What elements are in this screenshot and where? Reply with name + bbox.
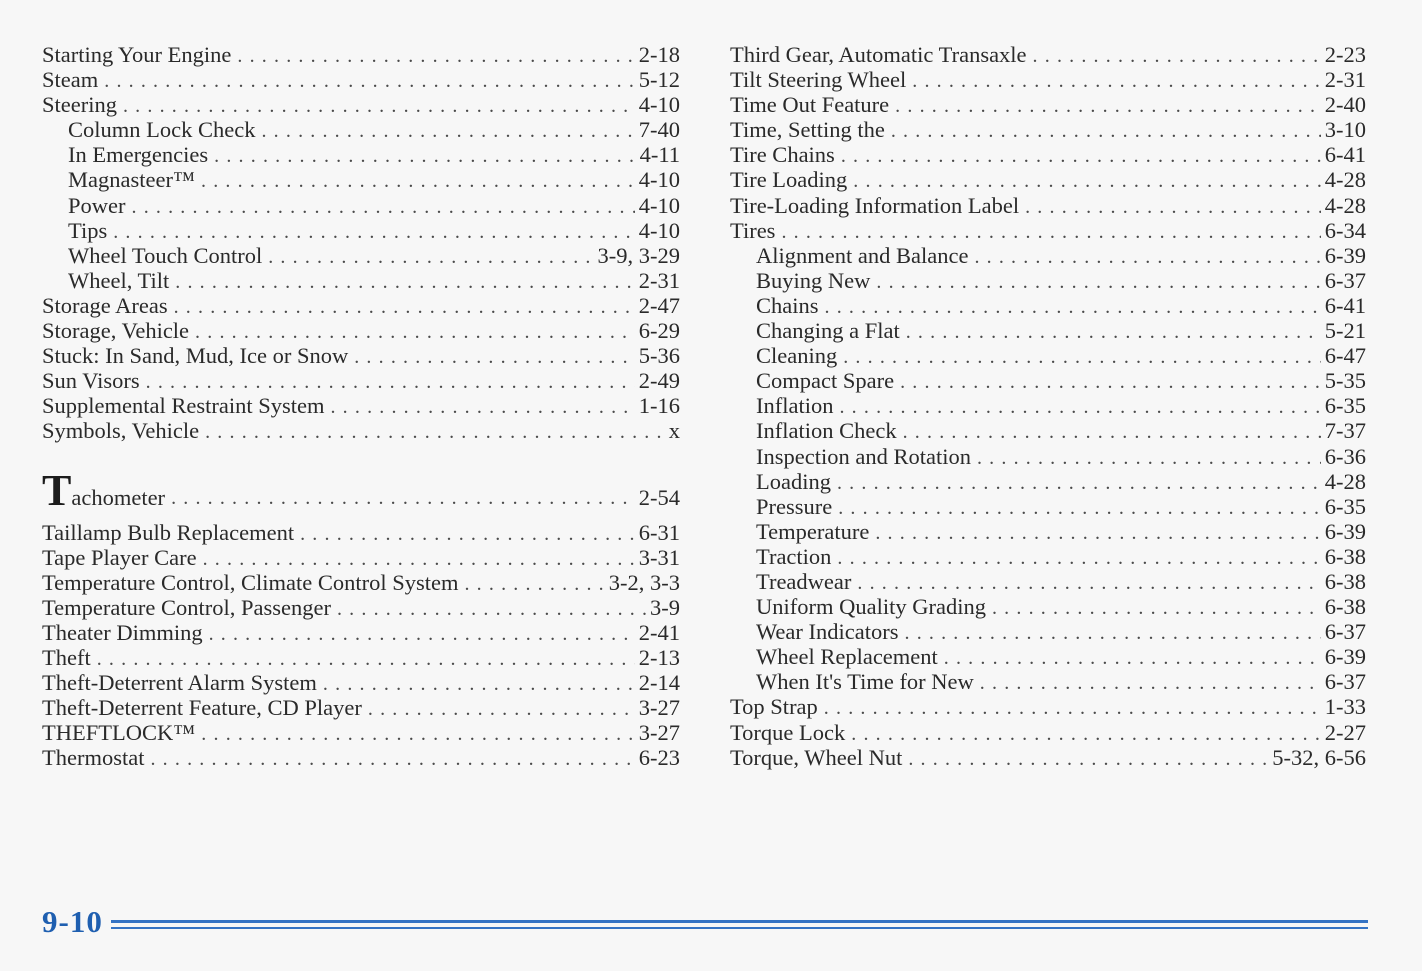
index-entry-label: Theft	[42, 644, 91, 670]
index-entry-label: Temperature Control, Passenger	[42, 594, 331, 620]
dot-leader	[368, 697, 635, 722]
index-entry-page: 6-39	[1324, 242, 1366, 268]
index-entry-label: Theft-Deterrent Feature, CD Player	[42, 695, 362, 721]
index-entry-label: Theft-Deterrent Alarm System	[42, 670, 317, 696]
index-entry-label: Tape Player Care	[42, 544, 197, 570]
index-entry-label: Magnasteer™	[68, 167, 196, 193]
index-entry-page: 3-9, 3-29	[597, 242, 680, 268]
index-entry	[42, 343, 680, 368]
index-entry	[730, 67, 1366, 92]
index-entry-page: 1-33	[1324, 694, 1366, 720]
index-entry-page: 5-35	[1324, 368, 1366, 394]
index-entry	[730, 167, 1366, 192]
dot-leader	[857, 571, 1320, 596]
dot-leader	[843, 345, 1321, 370]
index-entry-page: 4-28	[1324, 468, 1366, 494]
index-subentry	[730, 368, 1366, 393]
dot-leader	[837, 546, 1320, 571]
index-subentry	[42, 268, 680, 293]
index-entry-label: Tires	[730, 217, 776, 243]
dot-leader	[300, 522, 635, 547]
dot-leader	[261, 119, 634, 144]
index-entry	[730, 745, 1366, 770]
index-entry-label: Storage Areas	[42, 292, 168, 318]
index-subentry	[730, 644, 1366, 669]
index-entry	[730, 694, 1366, 719]
dot-leader	[201, 722, 634, 747]
index-entry-label: Tire Chains	[730, 142, 835, 168]
index-entry-label: Time, Setting the	[730, 117, 885, 143]
dot-leader	[944, 646, 1321, 671]
index-entry-page: 3-2, 3-3	[608, 569, 680, 595]
index-entry-page: 5-32, 6-56	[1272, 744, 1366, 770]
dot-leader	[104, 69, 635, 94]
index-entry-label: Torque Lock	[730, 719, 846, 745]
index-entry-page: 5-21	[1324, 318, 1366, 344]
index-entry-label: Taillamp Bulb Replacement	[42, 519, 295, 545]
index-entry-label: Tips	[68, 217, 108, 243]
index-entry-label: Buying New	[756, 267, 871, 293]
index-entry-label: Compact Spare	[756, 368, 895, 394]
index-column-left	[42, 42, 680, 770]
index-entry	[730, 142, 1366, 167]
index-entry-page: 2-40	[1324, 92, 1366, 118]
index-entry-page: 6-41	[1324, 142, 1366, 168]
index-entry-page: 6-38	[1324, 594, 1366, 620]
index-entry	[42, 620, 680, 645]
index-entry	[42, 520, 680, 545]
dot-leader	[974, 245, 1320, 270]
index-entry-page: 4-10	[638, 167, 680, 193]
index-entry	[42, 92, 680, 117]
index-entry-page: 6-34	[1324, 217, 1366, 243]
page-footer	[42, 902, 1368, 942]
dot-leader	[201, 169, 635, 194]
dot-leader	[113, 220, 635, 245]
index-entry-label: Power	[68, 192, 126, 218]
index-entry-page: 2-14	[638, 670, 680, 696]
index-group-t-continued	[730, 42, 1366, 770]
dot-leader	[900, 370, 1321, 395]
index-entry-label: Supplemental Restraint System	[42, 393, 325, 419]
index-entry-page: 4-10	[638, 217, 680, 243]
index-subentry	[730, 594, 1366, 619]
dot-leader	[906, 320, 1321, 345]
index-entry-page: 6-41	[1324, 292, 1366, 318]
dot-leader	[337, 597, 646, 622]
index-entry-page: 7-37	[1324, 418, 1366, 444]
index-subentry	[730, 444, 1366, 469]
index-entry-tachometer	[42, 465, 680, 520]
index-entry-label: Symbols, Vehicle	[42, 418, 200, 444]
dot-leader	[214, 144, 635, 169]
index-entry-page: 2-54	[638, 484, 680, 510]
index-subentry	[42, 142, 680, 167]
index-entry-label: Wheel Touch Control	[68, 242, 263, 268]
index-subentry	[730, 469, 1366, 494]
index-entry-label: Temperature	[756, 518, 870, 544]
index-entry-label: Tire Loading	[730, 167, 848, 193]
index-entry	[42, 570, 680, 595]
index-entry-label: Traction	[756, 543, 832, 569]
index-entry-label: Treadwear	[756, 568, 852, 594]
index-entry-label: Torque, Wheel Nut	[730, 744, 903, 770]
index-group-t	[42, 520, 680, 771]
index-entry-page: 6-35	[1324, 393, 1366, 419]
dot-leader	[205, 420, 665, 445]
index-entry-page: 6-37	[1324, 669, 1366, 695]
index-entry-page: 6-31	[638, 519, 680, 545]
index-entry-page: 6-36	[1324, 443, 1366, 469]
index-entry	[730, 720, 1366, 745]
index-entry-label: Time Out Feature	[730, 92, 890, 118]
index-entry-label: Third Gear, Automatic Transaxle	[730, 42, 1027, 67]
index-entry-label: Loading	[756, 468, 831, 494]
dot-leader	[980, 671, 1321, 696]
index-entry-page: 4-28	[1324, 167, 1366, 193]
index-entry	[730, 42, 1366, 67]
dot-leader	[824, 696, 1321, 721]
index-entry-label: Tachometer	[42, 465, 166, 515]
index-entry-label: Alignment and Balance	[756, 242, 969, 268]
index-entry-page: 1-16	[638, 393, 680, 419]
index-entry	[42, 670, 680, 695]
index-entry-page: 6-23	[638, 745, 680, 771]
index-entry-page: 6-37	[1324, 619, 1366, 645]
dot-leader	[825, 295, 1321, 320]
index-entry-label: Column Lock Check	[68, 117, 256, 143]
index-subentry	[730, 343, 1366, 368]
index-entry	[730, 218, 1366, 243]
index-entry-page: 4-11	[639, 142, 680, 168]
dot-leader	[174, 295, 635, 320]
index-entry-page: 4-10	[638, 92, 680, 118]
index-entry-label: Pressure	[756, 493, 833, 519]
index-entry	[42, 545, 680, 570]
index-entry-label: Top Strap	[730, 694, 818, 720]
index-entry-page: 3-10	[1324, 117, 1366, 143]
index-entry-label: Wheel Replacement	[756, 644, 938, 670]
index-entry-page: 5-12	[638, 67, 680, 93]
index-entry	[730, 92, 1366, 117]
index-subentry	[730, 418, 1366, 443]
index-entry-label: Inspection and Rotation	[756, 443, 971, 469]
dot-leader	[97, 647, 635, 672]
dot-leader	[209, 622, 635, 647]
index-entry-label: Temperature Control, Climate Control System	[42, 569, 459, 595]
index-entry-label: Cleaning	[756, 343, 838, 369]
index-entry-label: Tire-Loading Information Label	[730, 192, 1020, 218]
index-entry	[730, 117, 1366, 142]
index-entry-label: Inflation Check	[756, 418, 897, 444]
dot-leader	[837, 471, 1321, 496]
dot-leader	[354, 345, 635, 370]
index-subentry	[42, 117, 680, 142]
index-subentry	[42, 243, 680, 268]
index-entry-page: 3-31	[638, 544, 680, 570]
dot-leader	[146, 370, 635, 395]
index-entry-page: 4-10	[638, 192, 680, 218]
index-subentry	[730, 669, 1366, 694]
footer-rule	[111, 920, 1368, 929]
index-entry-page: 6-29	[638, 318, 680, 344]
dot-leader	[1033, 44, 1321, 69]
index-entry-page: 6-35	[1324, 493, 1366, 519]
dot-leader	[903, 420, 1321, 445]
dot-leader	[323, 672, 635, 697]
index-subentry	[730, 519, 1366, 544]
index-entry-label: When It's Time for New	[756, 669, 974, 695]
dot-leader	[781, 220, 1320, 245]
index-entry-label: Sun Visors	[42, 368, 140, 394]
index-entry-page: 3-27	[638, 720, 680, 746]
index-entry-label: Tilt Steering Wheel	[730, 67, 907, 93]
index-entry-page: 6-39	[1324, 518, 1366, 544]
dot-leader	[195, 320, 635, 345]
dot-leader	[1025, 195, 1321, 220]
dot-leader	[841, 144, 1321, 169]
index-entry	[42, 695, 680, 720]
index-entry-page: 2-27	[1324, 719, 1366, 745]
dot-leader	[838, 496, 1321, 521]
dot-leader	[123, 94, 635, 119]
dot-leader	[908, 747, 1268, 772]
index-entry-label: Wheel, Tilt	[68, 267, 170, 293]
index-group-s	[42, 42, 680, 444]
index-entry-label: Starting Your Engine	[42, 42, 232, 67]
footer-rule-line	[111, 927, 1368, 929]
index-subentry	[730, 619, 1366, 644]
index-entry-page: 6-38	[1324, 543, 1366, 569]
index-subentry	[730, 393, 1366, 418]
index-entry	[42, 393, 680, 418]
dot-leader	[330, 395, 634, 420]
index-entry-label: Theater Dimming	[42, 619, 203, 645]
index-entry	[42, 595, 680, 620]
index-entry	[42, 293, 680, 318]
index-entry-label: THEFTLOCK™	[42, 720, 196, 746]
dot-leader	[891, 119, 1321, 144]
index-entry-label: Wear Indicators	[756, 619, 899, 645]
index-entry-page: 2-31	[1324, 67, 1366, 93]
index-subentry	[42, 218, 680, 243]
dot-leader	[895, 94, 1321, 119]
index-subentry	[42, 193, 680, 218]
index-entry-page: 6-47	[1324, 343, 1366, 369]
index-entry-page: 2-18	[638, 42, 680, 67]
dot-leader	[175, 270, 634, 295]
dot-leader	[851, 722, 1320, 747]
index-entry-page: 5-36	[638, 343, 680, 369]
dot-leader	[237, 44, 634, 69]
dot-leader	[171, 478, 635, 518]
dot-leader	[268, 245, 593, 270]
index-entry	[42, 720, 680, 745]
dot-leader	[132, 195, 635, 220]
index-subentry	[730, 544, 1366, 569]
index-entry-page: 4-28	[1324, 192, 1366, 218]
dot-leader	[464, 572, 604, 597]
index-entry	[42, 745, 680, 770]
index-entry-label: Steering	[42, 92, 117, 118]
index-entry-label: In Emergencies	[68, 142, 209, 168]
index-entry	[42, 645, 680, 670]
index-entry-label: Chains	[756, 292, 819, 318]
index-entry-page: 2-41	[638, 619, 680, 645]
dot-leader	[977, 446, 1321, 471]
index-entry-page: 3-27	[638, 695, 680, 721]
index-entry-page: 2-49	[638, 368, 680, 394]
index-entry-page: 2-13	[638, 644, 680, 670]
index-subentry	[730, 268, 1366, 293]
dot-leader	[853, 169, 1320, 194]
index-subentry	[730, 243, 1366, 268]
index-entry-page: 3-9	[650, 594, 680, 620]
page-number: 9-10	[42, 904, 103, 939]
index-subentry	[730, 293, 1366, 318]
footer-rule-line	[111, 920, 1368, 923]
dot-leader	[905, 621, 1321, 646]
index-entry	[42, 418, 680, 443]
index-entry	[42, 42, 680, 67]
dot-leader	[876, 270, 1320, 295]
dot-leader	[912, 69, 1321, 94]
dot-leader	[992, 596, 1321, 621]
index-entry-label: Steam	[42, 67, 99, 93]
dot-leader	[150, 747, 634, 772]
index-subentry	[730, 494, 1366, 519]
index-entry-label: Thermostat	[42, 745, 145, 771]
dot-leader	[839, 395, 1320, 420]
index-subentry	[730, 569, 1366, 594]
index-entry	[42, 318, 680, 343]
index-entry-page: 6-38	[1324, 568, 1366, 594]
index-entry-page: 2-23	[1324, 42, 1366, 67]
index-subentry	[730, 318, 1366, 343]
index-entry-page: 7-40	[638, 117, 680, 143]
index-entry-label: Stuck: In Sand, Mud, Ice or Snow	[42, 343, 349, 369]
index-entry-label: Changing a Flat	[756, 318, 900, 344]
index-column-right	[730, 42, 1366, 770]
index-entry-page: x	[668, 418, 680, 444]
index-entry-label: Inflation	[756, 393, 834, 419]
index-entry-page: 6-39	[1324, 644, 1366, 670]
index-entry	[42, 368, 680, 393]
index-entry	[42, 67, 680, 92]
index-subentry	[42, 167, 680, 192]
index-entry-page: 2-31	[638, 267, 680, 293]
dot-leader	[203, 547, 635, 572]
index-entry-label: Uniform Quality Grading	[756, 594, 986, 620]
index-entry-label: Storage, Vehicle	[42, 318, 190, 344]
section-dropcap: T	[42, 465, 72, 515]
dot-leader	[875, 521, 1320, 546]
index-entry	[730, 193, 1366, 218]
index-entry-page: 2-47	[638, 292, 680, 318]
index-entry-page: 6-37	[1324, 267, 1366, 293]
